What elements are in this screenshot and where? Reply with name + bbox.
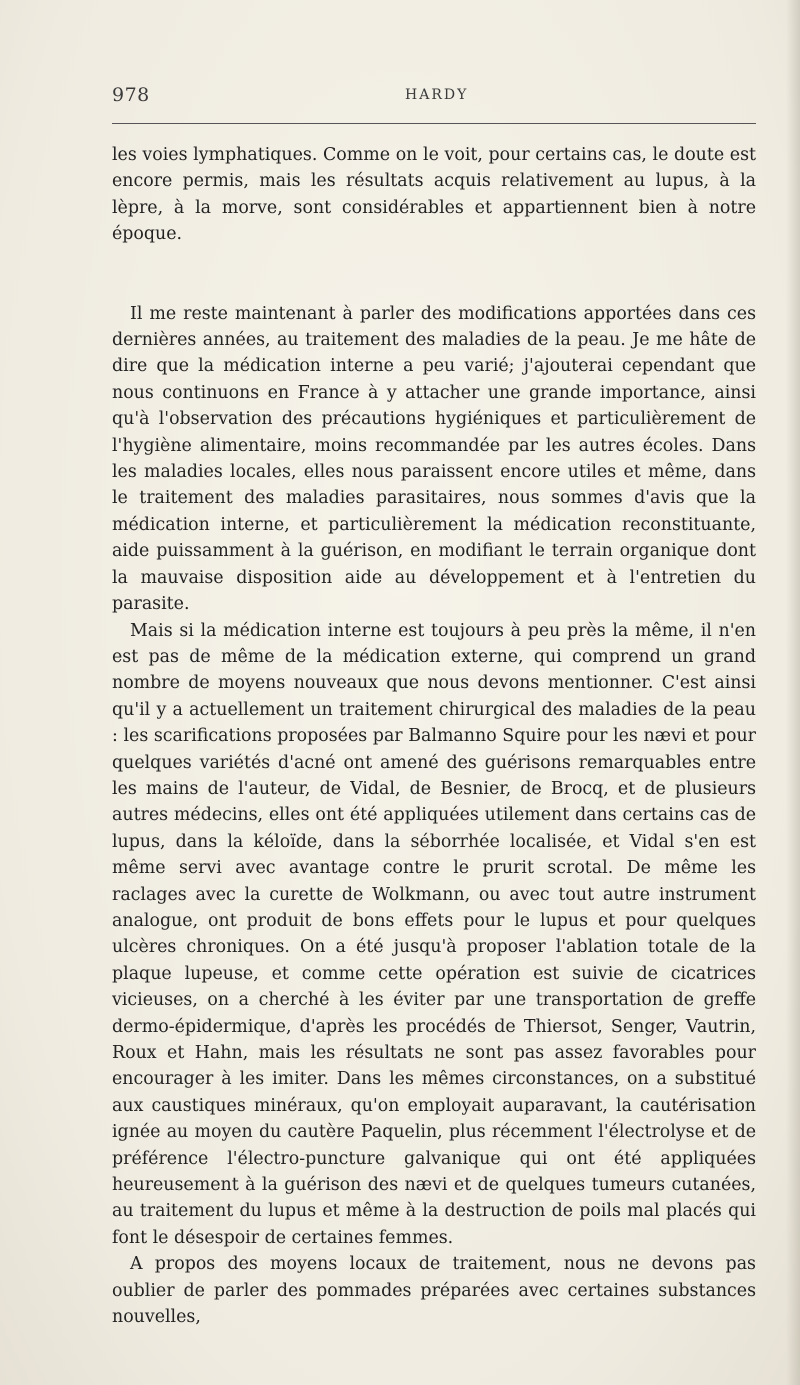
page-number: 978 — [112, 84, 150, 106]
body-text — [112, 142, 756, 1330]
paragraph: Il me reste maintenant à parler des modifications apportées dans ces dernières années, au traitement des maladies de la peau. Je me hâte de dire que la médication interne a peu varié; j'ajouterai cependant que nous continuons en France à y attacher une grande importance, ainsi qu'à l'observation des précautions hygiéniques et particulièrement de l'hygiène alimentaire, moins recommandée par les autres écoles. Dans les maladies locales, elles nous paraissent encore utiles et même, dans le traitement des maladies parasitaires, nous sommes d'avis que la médication interne, et particulièrement la médication reconstituante, aide puissamment à la guérison, en modifiant le terrain organique dont la mauvaise disposition aide au développement et à l'entretien du parasite. — [112, 303, 756, 615]
paragraph-continuation: les voies lymphatiques. Comme on le voit, pour certains cas, le doute est encore permis, mais les résultats acquis relativement au lupus, à la lèpre, à la morve, sont considérables et appartiennent bien à notre époque. — [112, 145, 756, 245]
header-rule — [112, 123, 756, 124]
running-head: HARDY — [405, 87, 469, 103]
page-edge-shadow — [786, 0, 800, 1385]
paragraph: Mais si la médication interne est toujours à peu près la même, il n'en est pas de même de la médication externe, qui comprend un grand nombre de moyens nouveaux que nous devons mentionner. C'est ainsi qu'il y a actuellement un traitement chirurgical des maladies de la peau : les scarifications proposées par Balmanno Squire pour les nævi et pour quelques variétés d'acné ont amené des guérisons remarquables entre les mains de l'auteur, de Vidal, de Besnier, de Brocq, et de plusieurs autres médecins, elles ont été appliquées utilement dans certains cas de lupus, dans la kéloïde, dans la séborrhée localisée, et Vidal s'en est même servi avec avantage contre le prurit scrotal. De même les raclages avec la curette de Wolkmann, ou avec tout autre instrument analogue, ont produit de bons effets pour le lupus et pour quelques ulcères chroniques. On a été jusqu'à proposer l'ablation totale de la plaque lupeuse, et comme cette opération est suivie de cicatrices vicieuses, on a cherché à les éviter par une transportation de greffe dermo-épidermique, d'après les procédés de Thiersot, Senger, Vautrin, Roux et Hahn, mais les résultats ne sont pas assez favorables pour encourager à les imiter. Dans les mêmes circonstances, on a substitué aux caustiques minéraux, qu'on employait auparavant, la cautérisation ignée au moyen du cautère Paquelin, plus récemment l'électrolyse et de préférence l'électro-puncture galvanique qui ont été appliquées heureusement à la guérison des nævi et de quelques tumeurs cutanées, au traitement du lupus et même à la destruction de poils mal placés qui font le désespoir de certaines femmes. — [112, 620, 756, 1248]
page-header — [112, 84, 756, 114]
paragraph: A propos des moyens locaux de traitement, nous ne devons pas oublier de parler des pommades préparées avec certaines substances nouvelles, — [112, 1254, 756, 1328]
